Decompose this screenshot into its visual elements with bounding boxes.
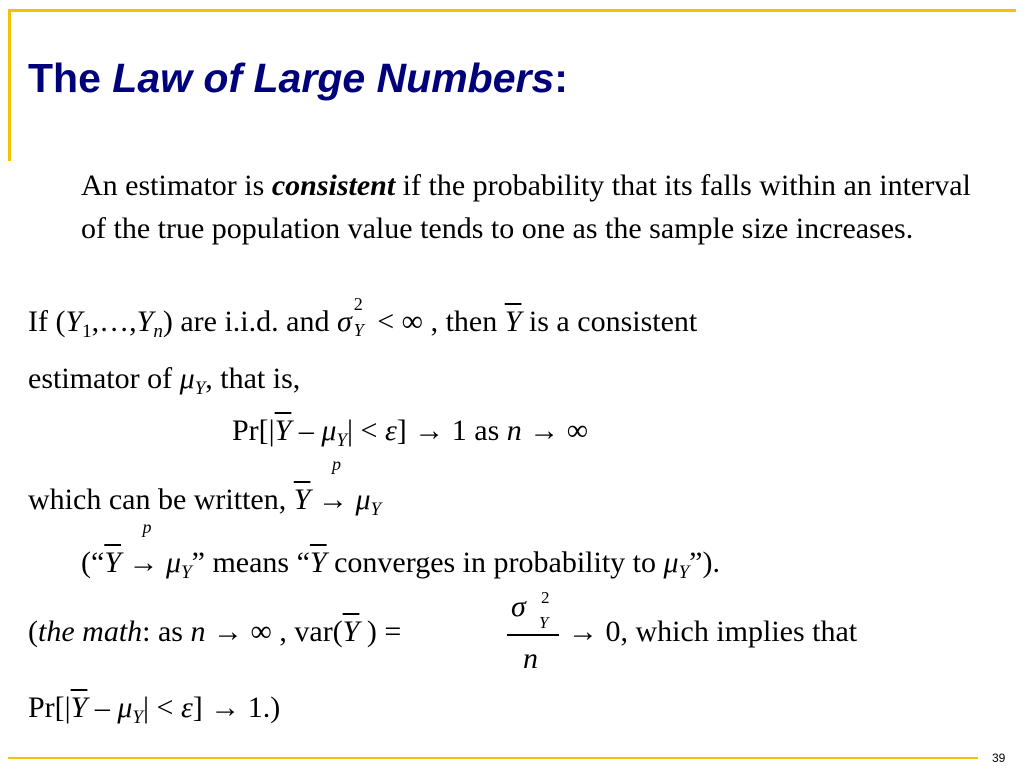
fraction-denominator: n [523, 642, 538, 675]
the-math-line: (the math: as n → ∞ , $var(\overline{Y}$ ) = [28, 615, 402, 648]
fraction-rule [507, 634, 559, 636]
estimator-line: estimator of $\mu_Y$, that is, [28, 362, 301, 399]
final-probability-line: $Pr[|\overline{Y} - \mu_Y| < \varepsilon] \to 1$.) [28, 691, 281, 728]
converges-line: (“$\overline{Y}$ p → $\mu_Y$” means “$\overline{Y}$ converges in probability to $\mu_Y$”). [81, 517, 720, 583]
intro-paragraph: An estimator is consistent if the probability that its falls within an interval of the true population value tends to one as the sample size increases. [81, 169, 971, 245]
frame-left-line [8, 9, 11, 161]
page-number: 39 [992, 751, 1006, 765]
frame-bottom-line [8, 757, 978, 759]
iid-line: If $(Y_1,\dots,Y_n)$ are i.i.d. and σ 2 Y < ∞ , then $\overline{Y}$ is a consistent [28, 294, 698, 342]
probability-limit-line: $Pr[|\overline{Y} - \mu_Y| < \varepsilon] \to 1$ as n → ∞ [232, 414, 589, 451]
written-line: which can be written, $\overline{Y}$ p → $\mu_Y$ [28, 454, 382, 520]
consistent-term: consistent [271, 169, 396, 202]
variance-fraction [507, 590, 557, 682]
slide-title: The Law of Large Numbers: [28, 55, 568, 101]
frame-top-line [8, 9, 1016, 12]
fraction-numerator: σ 2 Y [511, 588, 550, 632]
implies-line: → 0, which implies that [568, 615, 858, 648]
